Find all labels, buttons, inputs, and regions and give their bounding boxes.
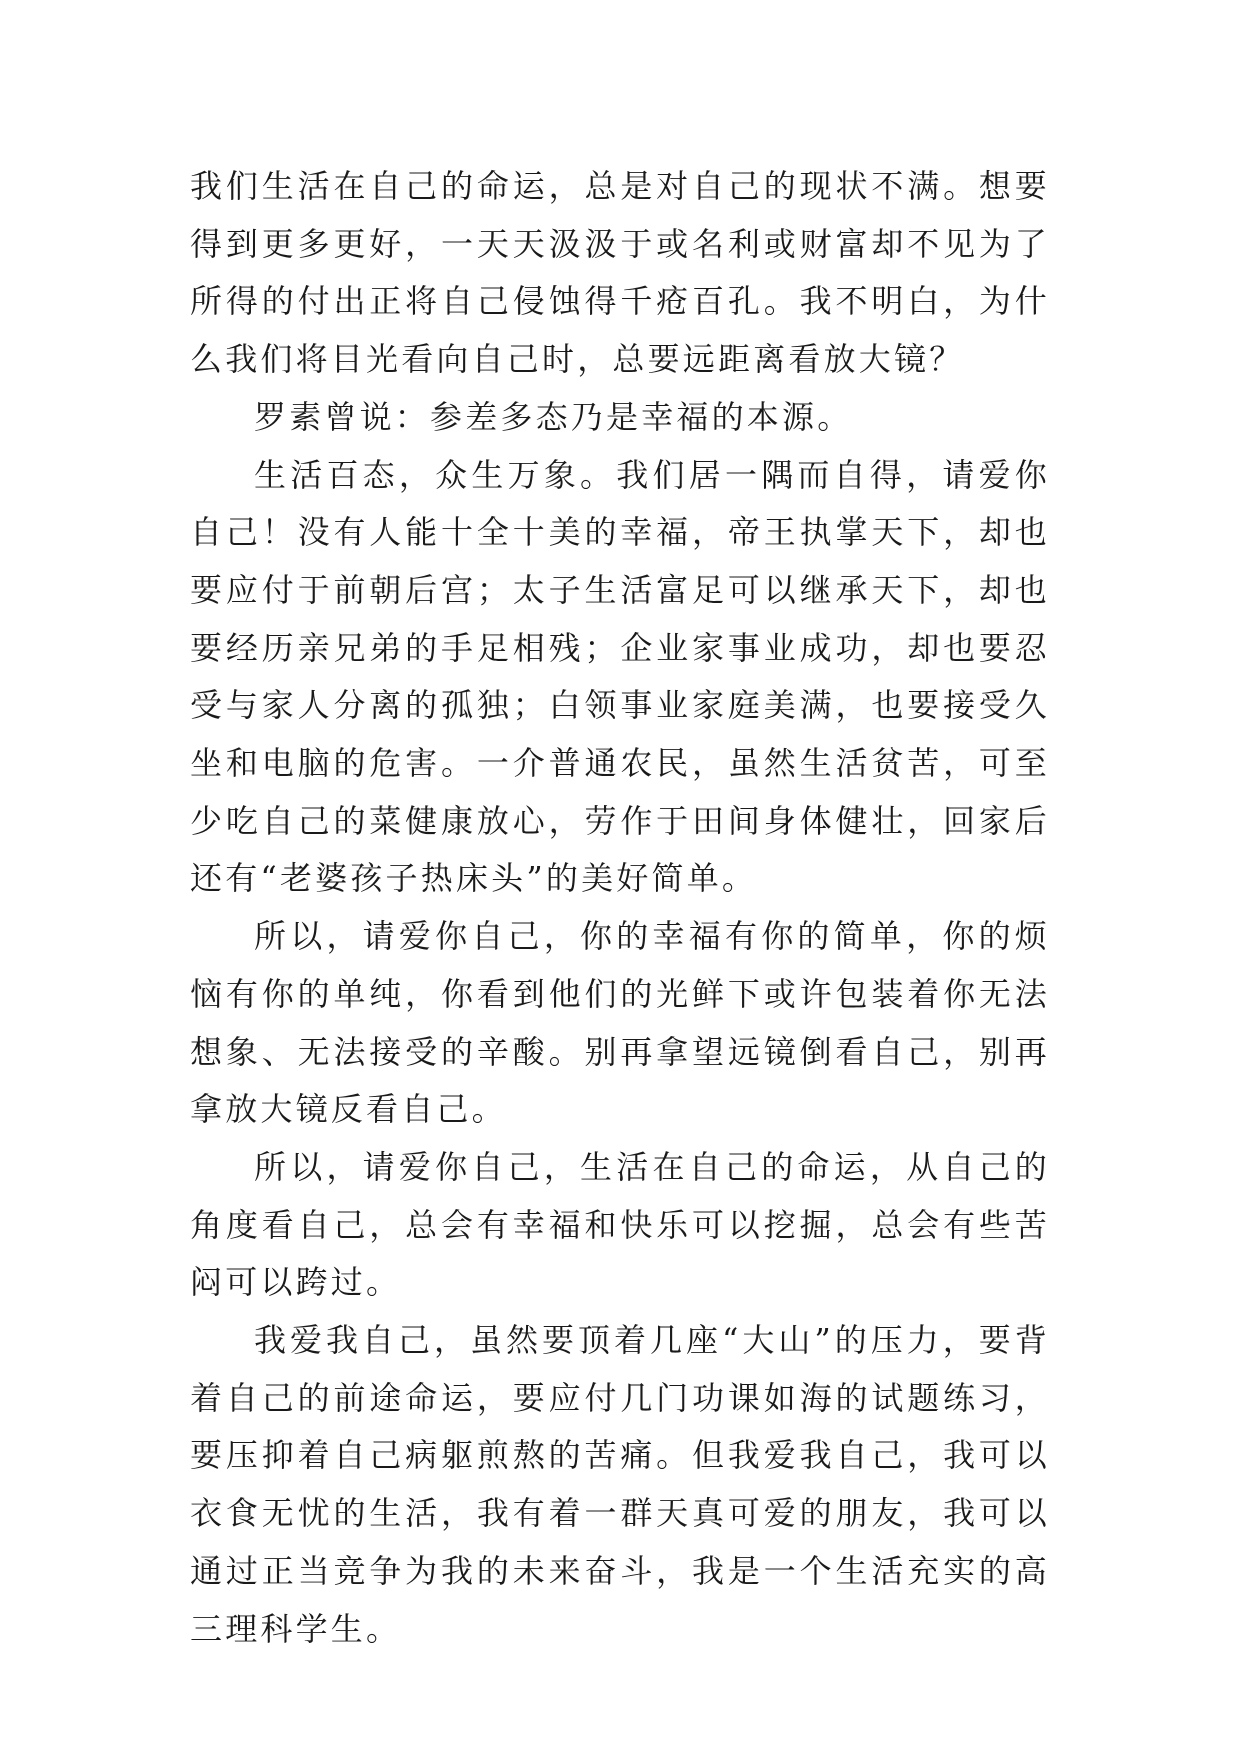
essay-body bbox=[190, 158, 1050, 1658]
paragraph-4: 所以，请爱你自己，你的幸福有你的简单，你的烦恼有你的单纯，你看到他们的光鲜下或许包装着你无法想象、无法接受的辛酸。别再拿望远镜倒看自己，别再拿放大镜反看自己。 bbox=[190, 917, 1050, 1129]
paragraph-1: 我们生活在自己的命运，总是对自己的现状不满。想要得到更多更好，一天天汲汲于或名利或财富却不见为了所得的付出正将自己侵蚀得千疮百孔。我不明白，为什么我们将目光看向自己时，总要远距离看放大镜？ bbox=[190, 167, 1050, 379]
paragraph-2: 罗素曾说：参差多态乃是幸福的本源。 bbox=[254, 397, 853, 436]
paragraph-3: 生活百态，众生万象。我们居一隅而自得，请爱你自己！没有人能十全十美的幸福，帝王执掌天下，却也要应付于前朝后宫；太子生活富足可以继承天下，却也要经历亲兄弟的手足相残；企业家事业成功，却也要忍受与家人分离的孤独；白领事业家庭美满，也要接受久坐和电脑的危害。一介普通农民，虽然生活贫苦，可至少吃自己的菜健康放心，劳作于田间身体健壮，回家后还有“老婆孩子热床头”的美好简单。 bbox=[190, 455, 1050, 898]
paragraph-5: 所以，请爱你自己，生活在自己的命运，从自己的角度看自己，总会有幸福和快乐可以挖掘，总会有些苦闷可以跨过。 bbox=[190, 1147, 1050, 1302]
paragraph-6: 我爱我自己，虽然要顶着几座“大山”的压力，要背着自己的前途命运，要应付几门功课如海的试题练习，要压抑着自己病躯煎熬的苦痛。但我爱我自己，我可以衣食无忧的生活，我有着一群天真可爱的朋友，我可以通过正当竞争为我的未来奋斗，我是一个生活充实的高三理科学生。 bbox=[190, 1321, 1050, 1648]
